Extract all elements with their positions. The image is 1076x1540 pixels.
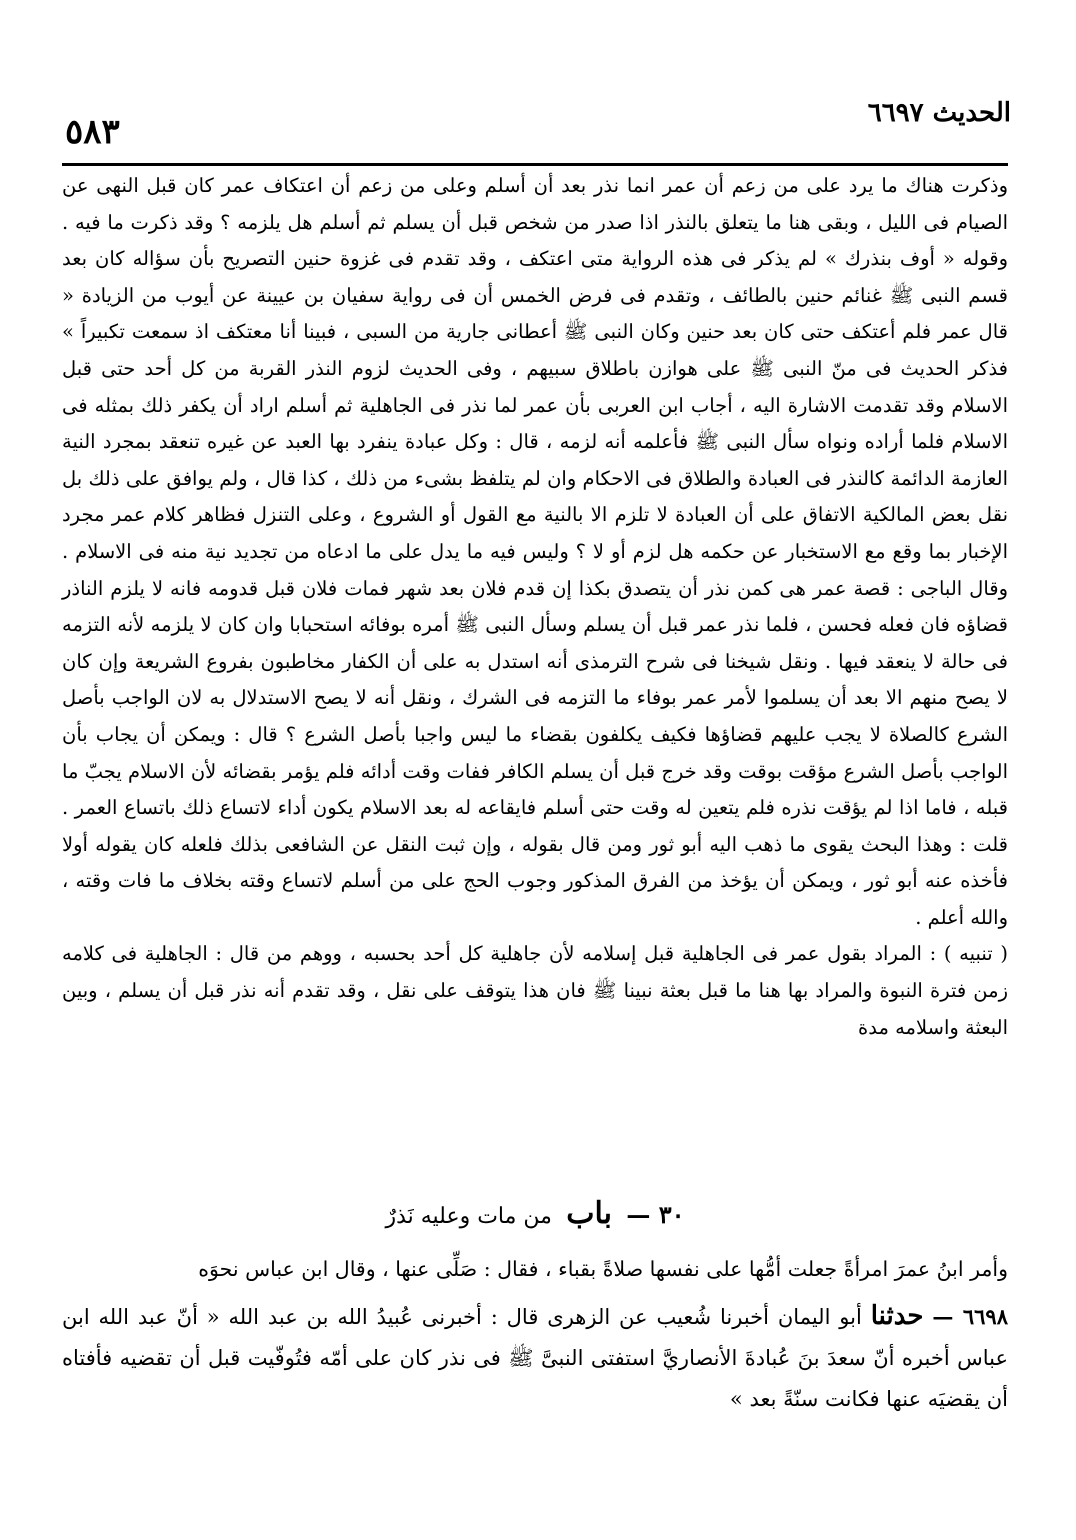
commentary-text bbox=[62, 168, 1008, 1046]
commentary-paragraph: وذكرت هناك ما يرد على من زعم أن عمر انما نذر بعد أن أسلم وعلى من زعم أن اعتكاف عمر كان قبل النهى عن الصيام فى الليل ، وبقى هنا ما يتعلق بالنذر اذا صدر من شخص قبل أن يسلم ثم أسلم هل يلزمه ؟ وقد ذكرت ما فيه . وقوله « أوف بنذرك » لم يذكر فى هذه الرواية متى اعتكف ، وقد تقدم فى غزوة حنين التصريح بأن سؤاله كان بعد قسم النبى ﷺ غنائم حنين بالطائف ، وتقدم فى فرض الخمس أن فى رواية سفيان بن عيينة عن أيوب من الزيادة « قال عمر فلم أعتكف حتى كان بعد حنين وكان النبى ﷺ أعطانى جارية من السبى ، فبينا أنا معتكف اذ سمعت تكبيراً » فذكر الحديث فى منّ النبى ﷺ على هوازن باطلاق سبيهم ، وفى الحديث لزوم النذر القربة من كل أحد حتى قبل الاسلام وقد تقدمت الاشارة اليه ، أجاب ابن العربى بأن عمر لما نذر فى الجاهلية ثم أسلم اراد أن يكفر ذلك بمثله فى الاسلام فلما أراده ونواه سأل النبى ﷺ فأعلمه أنه لزمه ، قال : وكل عبادة ينفرد بها العبد عن غيره تنعقد بمجرد النية العازمة الدائمة كالنذر فى العبادة والطلاق فى الاحكام وان لم يتلفظ بشىء من ذلك ، كذا قال ، ولم يوافق على ذلك بل نقل بعض المالكية الاتفاق على أن العبادة لا تلزم الا بالنية مع القول أو الشروع ، وعلى التنزل فظاهر كلام عمر مجرد الإخبار بما وقع مع الاستخبار عن حكمه هل لزم أو لا ؟ وليس فيه ما يدل على ما ادعاه من تجديد نية منه فى الاسلام . وقال الباجى : قصة عمر هى كمن نذر أن يتصدق بكذا إن قدم فلان بعد شهر فمات فلان قبل قدومه فانه لا يلزم الناذر قضاؤه فان فعله فحسن ، فلما نذر عمر قبل أن يسلم وسأل النبى ﷺ أمره بوفائه استحبابا وان كان لا يلزمه لأنه التزمه فى حالة لا ينعقد فيها . ونقل شيخنا فى شرح الترمذى أنه استدل به على أن الكفار مخاطبون بفروع الشريعة وإن كان لا يصح منهم الا بعد أن يسلموا لأمر عمر بوفاء ما التزمه فى الشرك ، ونقل أنه لا يصح الاستدلال به لان الواجب بأصل الشرع كالصلاة لا يجب عليهم قضاؤها فكيف يكلفون بقضاء ما ليس واجبا بأصل الشرع ؟ قال : ويمكن أن يجاب بأن الواجب بأصل الشرع مؤقت بوقت وقد خرج قبل أن يسلم الكافر ففات وقت أدائه فلم يؤمر بقضائه لأن الاسلام يجبّ ما قبله ، فاما اذا لم يؤقت نذره فلم يتعين له وقت حتى أسلم فايقاعه له بعد الاسلام يكون أداء لاتساع ذلك باتساع العمر . قلت : وهذا البحث يقوى ما ذهب اليه أبو ثور ومن قال بقوله ، وإن ثبت النقل عن الشافعى بذلك فلعله كان يقوله أولا فأخذه عنه أبو ثور ، ويمكن أن يؤخذ من الفرق المذكور وجوب الحج على من أسلم لاتساع وقته بخلاف ما فات وقته ، والله أعلم . bbox=[62, 174, 1008, 929]
chapter-title: من مات وعليه نَذرٌ bbox=[385, 1204, 552, 1229]
hadith-text: أبو اليمان أخبرنا شُعيب عن الزهرى قال : أخبرنى عُبيدُ الله بن عبد الله « أنّ عبد الله ابن عباس أخبره أنّ سعدَ بنَ عُبادةَ الأنصاريَّ استفتى النبىَّ ﷺ فى نذر كان على أمّه فتُوفّيت قبل أن تقضيه فأفتاه أن يقضيَه عنها فكانت سنّةً بعد » bbox=[62, 1305, 1008, 1411]
commentary-note: ( تنبيه ) : المراد بقول عمر فى الجاهلية قبل إسلامه لأن جاهلية كل أحد بحسبه ، ووهم من قال : الجاهلية فى كلامه زمن فترة النبوة والمراد بها هنا ما قبل بعثة نبينا ﷺ فان هذا يتوقف على نقل ، وقد تقدم أنه نذر قبل أن يسلم ، وبين البعثة واسلامه مدة bbox=[62, 942, 1008, 1039]
chapter-number: ٣٠ — bbox=[626, 1200, 685, 1229]
header-divider bbox=[62, 163, 1008, 166]
chapter-heading bbox=[62, 1196, 1008, 1231]
chapter-tarjama: وأمر ابنُ عمرَ امرأةً جعلت أمُّها على نفسها صلاةً بقباء ، فقال : صَلِّى عنها ، وقال ابن عباس نحوَه bbox=[198, 1257, 1008, 1281]
page-number: ٥٨٣ bbox=[65, 112, 120, 152]
chapter-word: باب bbox=[566, 1196, 613, 1231]
hadith-block bbox=[62, 1296, 1008, 1420]
hadith-number: ٦٦٩٨ — bbox=[932, 1304, 1008, 1329]
page-header bbox=[65, 90, 1011, 160]
hadith-haddathana: حدثنا bbox=[870, 1301, 924, 1331]
running-title: الحديث ٦٦٩٧ bbox=[867, 98, 1011, 128]
